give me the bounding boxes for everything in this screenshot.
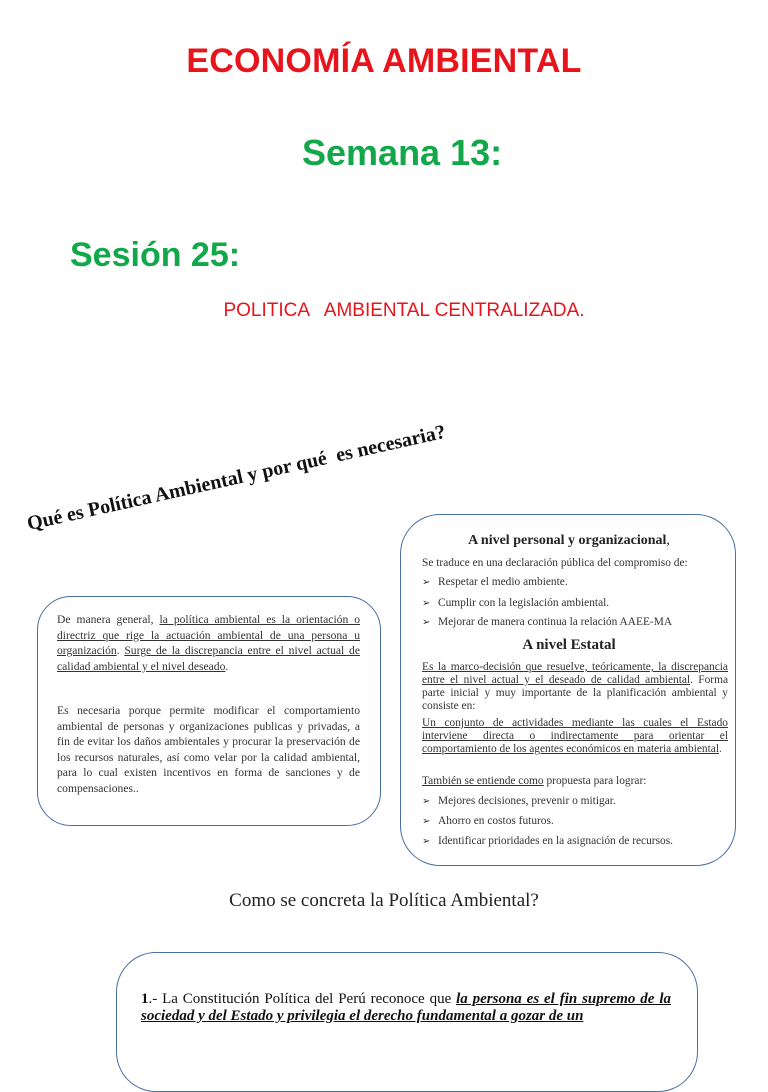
also-understood [422,775,728,788]
list-item [422,576,568,588]
arrow-bullet-icon: ➢ [422,836,431,847]
definition-box [37,596,381,826]
state-definition [422,661,728,713]
list-item-text: Mejores decisiones, prevenir o mitigar. [438,795,616,807]
arrow-bullet-icon: ➢ [422,816,431,827]
list-item [422,597,609,609]
rotated-question-heading: Qué es Política Ambiental y por qué es necesaria? [25,420,448,536]
definition-sep: . [116,644,125,658]
also-understood-underlined: También se entiende como [422,775,544,787]
list-item-text: Cumplir con la legislación ambiental. [438,597,610,609]
state-activities [422,717,728,756]
necessity-paragraph: Es necesaria porque permite modificar el comportamiento ambiental de personas y organizaciones publicas y privadas, a fin de evitar los daños ambientales y procurar la preservación de los recursos naturales, así como velar por la calidad ambiental, para lo cual existen incentivos en forma de sanciones y de compensaciones.. [57,704,360,795]
list-item [422,835,673,847]
definition-intro: De manera general, [57,613,160,626]
personal-level-heading [401,533,737,549]
arrow-bullet-icon: ➢ [422,617,431,628]
constitution-intro: .- La Constitución Política del Perú reconoce que [148,991,457,1007]
state-activities-end: . [719,743,722,755]
arrow-bullet-icon: ➢ [422,577,431,588]
definition-paragraph [57,612,360,674]
week-heading: Semana 13: [302,132,503,173]
item-number: 1 [141,991,149,1007]
section-question: Como se concreta la Política Ambiental? [229,890,539,911]
definition-underlined: la política ambiental es la orientación o directriz que rige la actuación ambiental de una persona u organización [57,613,361,658]
state-activities-underlined: Un conjunto de actividades mediante las cuales el Estado interviene directa o indirectamente para orientar el comportamiento de los agentes económicos en materia ambiental [422,717,728,755]
personal-level-heading-text: A nivel personal y organizacional [468,533,667,548]
also-understood-rest: propuesta para lograr: [543,775,647,787]
origin-underlined: Surge de la discrepancia entre el nivel actual de calidad ambiental y el nivel deseado [57,644,360,673]
list-item [422,616,672,628]
list-item-text: Ahorro en costos futuros. [438,815,554,827]
page-title: ECONOMÍA AMBIENTAL [186,42,582,80]
state-definition-rest: . Forma parte inicial y muy importante de la planificación ambiental y consiste en: [422,674,729,712]
constitution-box [116,952,698,1092]
state-level-heading: A nivel Estatal [522,637,616,653]
subtitle: POLITICA AMBIENTAL CENTRALIZADA. [223,300,585,321]
list-item [422,815,554,827]
state-definition-underlined: Es la marco-decisión que resuelve, teóricamente, la discrepancia entre el nivel actual y el deseado de calidad ambiental [422,661,728,686]
levels-box [400,514,736,866]
list-item-text: Identificar prioridades en la asignación de recursos. [438,835,673,847]
constitution-paragraph [141,991,671,1025]
list-item [422,795,616,807]
personal-level-heading-comma: , [666,533,670,548]
list-item-text: Respetar el medio ambiente. [438,576,568,588]
list-item-text: Mejorar de manera continua la relación AAEE-MA [438,616,673,628]
arrow-bullet-icon: ➢ [422,598,431,609]
session-heading: Sesión 25: [70,236,241,274]
definition-end: . [225,659,229,673]
arrow-bullet-icon: ➢ [422,796,431,807]
constitution-emphasis: la persona es el fin supremo de la sociedad y del Estado y privilegia el derecho fundamental a gozar de un [141,991,671,1024]
personal-intro: Se traduce en una declaración pública del compromiso de: [422,557,688,569]
